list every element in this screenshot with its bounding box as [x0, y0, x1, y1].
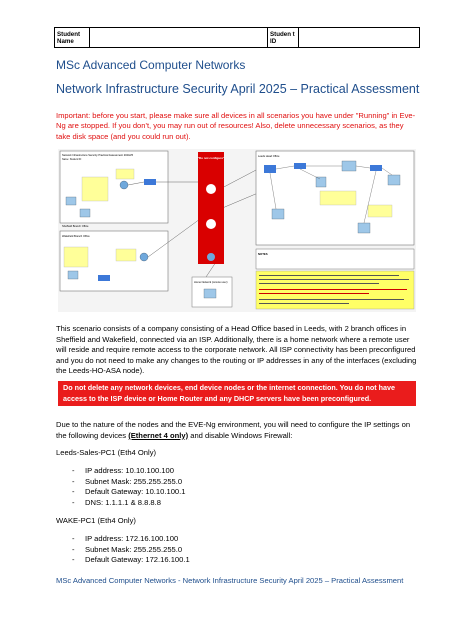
sheffield-pc2-icon: [80, 209, 90, 217]
sheffield-router-icon: [120, 181, 128, 189]
pc2-settings-list: [72, 534, 190, 566]
home-router-icon: [207, 253, 215, 261]
pc1-heading: Leeds-Sales-PC1 (Eth4 Only): [56, 448, 157, 457]
remote-pc-icon: [204, 289, 216, 298]
scenario-paragraph: This scenario consists of a company consisting of a Head Office based in Leeds, with 2 branch offices in Sheffield and Wakefield, connected via an ISP. Additionally, there is a home network where a remote user will reside and require remote access to the corporate network. All ISP connectivity has been preconfigured and you do not need to make any changes to the routing or IP addresses in any of the interfaces (excluding the Leeds-HO-ASA node).: [56, 324, 417, 376]
list-item: - Default Gateway: 10.10.100.1: [72, 487, 185, 498]
leeds-asa-icon: [264, 165, 276, 173]
page-footer: MSc Advanced Computer Networks - Network Infrastructure Security April 2025 – Practical Assessment: [56, 576, 404, 585]
leeds-server-icon: [316, 177, 326, 187]
home-network-label: Home Network (remote user): [194, 281, 228, 284]
student-info-table: [54, 27, 420, 48]
isp-router-icon: [206, 184, 216, 194]
diagram-frame-title: Network Infrastructure Security Practical Assessment 2024/25: [62, 154, 134, 157]
warning-text: Important: before you start, please make sure all devices in all scenarios you have under "Running" in Eve-Ng are stopped. If you don't, you may run out of resources! Also, delete unnecessary scenarios, as they take disk space (and you could run out).: [56, 111, 416, 141]
list-item: - Subnet Mask: 255.255.255.0: [72, 477, 185, 488]
diagram-frame-subtitle: Name: Student ID:: [62, 158, 82, 161]
sheffield-zone: [60, 151, 168, 223]
leeds-switch-icon: [294, 163, 306, 169]
notes-box: [256, 249, 414, 269]
wakefield-switch-icon: [98, 275, 110, 281]
list-item: - IP address: 10.10.100.100: [72, 466, 185, 477]
internet-label: "Do not configure": [197, 156, 225, 160]
sheffield-label: Sheffield Branch Office: [62, 225, 89, 228]
list-item: - IP address: 172.16.100.100: [72, 534, 190, 545]
student-name-label: Student Name: [55, 28, 90, 48]
red-notice: Do not delete any network devices, end device nodes or the internet connection. You do not have access to the ISP device or Home Router and any DHCP servers have been preconfigured.: [58, 381, 416, 406]
student-name-field[interactable]: [90, 28, 268, 48]
document-title: Network Infrastructure Security April 2025 – Practical Assessment: [56, 82, 420, 96]
sheffield-pc-icon: [66, 197, 76, 205]
leeds-pc-icon: [342, 161, 356, 171]
student-id-label: Studen t ID: [268, 28, 299, 48]
isp-router2-icon: [206, 219, 216, 229]
wakefield-pc-icon: [68, 271, 78, 279]
course-title: MSc Advanced Computer Networks: [56, 58, 246, 72]
sheffield-switch-icon: [144, 179, 156, 185]
network-diagram: [58, 149, 416, 312]
ethernet-4-emphasis: (Ethernet 4 only): [128, 430, 189, 440]
config-paragraph: Due to the nature of the nodes and the EVE-Ng environment, you will need to configure the IP settings on the following devices (Ethernet 4 only) and disable Windows Firewall:: [56, 420, 411, 440]
list-item: - Subnet Mask: 255.255.255.0: [72, 545, 190, 556]
notes-title: NOTES: [258, 252, 268, 256]
pc1-settings-list: [72, 466, 185, 509]
list-item: - Default Gateway: 172.16.100.1: [72, 555, 190, 566]
wakefield-label: Wakefield Branch Office: [62, 235, 90, 238]
leeds-label: Leeds Head Office: [258, 155, 280, 158]
pc2-heading: WAKE-PC1 (Eth4 Only): [56, 516, 136, 525]
student-id-field[interactable]: [299, 28, 420, 48]
list-item: - DNS: 1.1.1.1 & 8.8.8.8: [72, 498, 185, 509]
internet-cloud: [198, 152, 224, 264]
wakefield-router-icon: [140, 253, 148, 261]
